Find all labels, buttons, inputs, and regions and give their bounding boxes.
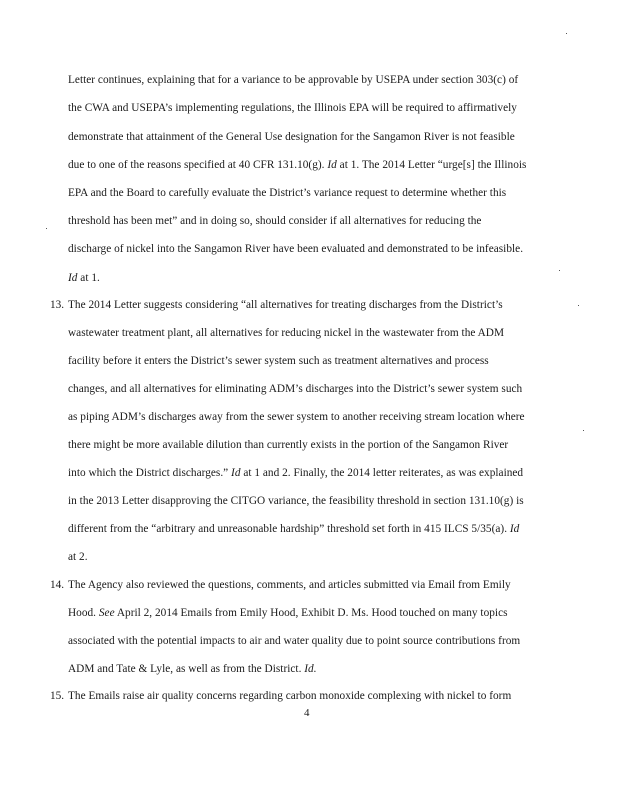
text-line: as piping ADM’s discharges away from the sewer system to another receiving stream location where [68,411,525,423]
text-line: Id at 1. [68,272,100,284]
paragraph-number: 14. [50,579,65,591]
text-line: due to one of the reasons specified at 40 CFR 131.10(g). Id at 1. The 2014 Letter “urge[s] the Illinois [68,159,527,171]
scan-speck [583,430,584,431]
text-line: different from the “arbitrary and unreasonable hardship” threshold set forth in 415 ILCS 5/35(a). Id [68,523,520,535]
text-line: threshold has been met” and in doing so, should consider if all alternatives for reducing the [68,215,482,227]
text-line: wastewater treatment plant, all alternatives for reducing nickel in the wastewater from the ADM [68,327,505,339]
text-line: the CWA and USEPA’s implementing regulations, the Illinois EPA will be required to affirmatively [68,102,517,114]
text-line: facility before it enters the District’s sewer system such as treatment alternatives and process [68,355,489,367]
paragraph-number: 13. [50,299,65,311]
text-line: EPA and the Board to carefully evaluate the District’s variance request to determine whether this [68,187,507,199]
text-line: The Agency also reviewed the questions, comments, and articles submitted via Email from Emily [68,579,511,591]
scan-speck [559,270,560,271]
text-line: The 2014 Letter suggests considering “all alternatives for treating discharges from the District’s [68,299,503,311]
paragraph-number: 15. [50,690,65,702]
text-line: there might be more available dilution than currently exists in the portion of the Sangamon River [68,439,509,451]
text-line: at 2. [68,551,88,563]
text-line: ADM and Tate & Lyle, as well as from the District. Id. [68,663,317,675]
text-line: demonstrate that attainment of the General Use designation for the Sangamon River is not feasible [68,131,515,143]
scan-speck [46,228,47,229]
text-line: in the 2013 Letter disapproving the CITGO variance, the feasibility threshold in section 131.10(g) is [68,495,524,507]
text-line: changes, and all alternatives for eliminating ADM’s discharges into the District’s sewer system such [68,383,523,395]
text-line: Letter continues, explaining that for a variance to be approvable by USEPA under section 303(c) of [68,74,519,86]
text-line: The Emails raise air quality concerns regarding carbon monoxide complexing with nickel to form [68,690,512,702]
page-number: 4 [304,707,310,719]
text-line: Hood. See April 2, 2014 Emails from Emily Hood, Exhibit D. Ms. Hood touched on many topics [68,607,508,619]
text-line: associated with the potential impacts to air and water quality due to point source contributions from [68,635,521,647]
scan-speck [578,305,579,306]
text-line: discharge of nickel into the Sangamon River have been evaluated and demonstrated to be infeasible. [68,243,524,255]
text-line: into which the District discharges.” Id at 1 and 2. Finally, the 2014 letter reiterates, as was explained [68,467,524,479]
scan-speck [566,33,567,34]
